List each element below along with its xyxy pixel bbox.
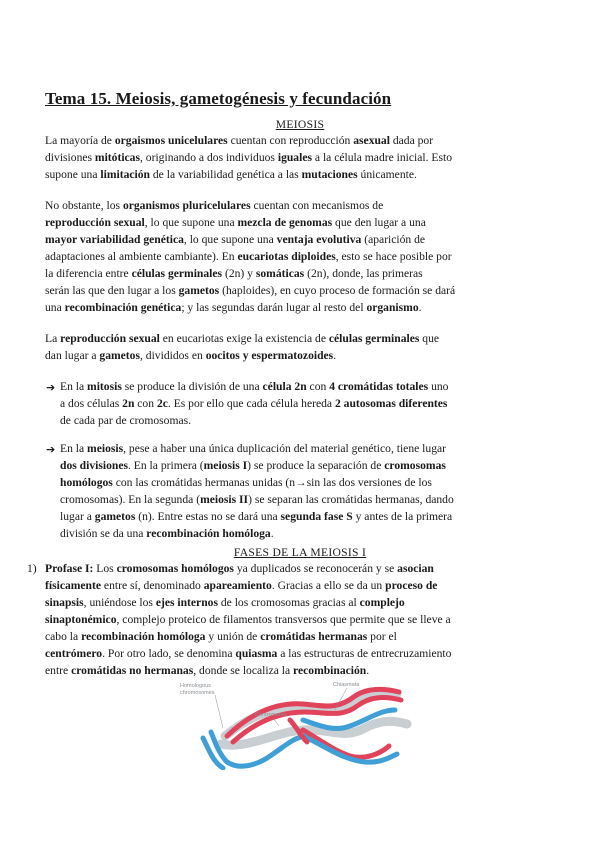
label-centromeres: Centromeres bbox=[255, 712, 287, 718]
bullet-2-line-3: homólogos con las cromátidas hermanas unidas (n→sin las dos versiones de los bbox=[60, 476, 432, 489]
paragraph-2-line-2: reproducción sexual, lo que supone una mezcla de genomas que den lugar a una bbox=[45, 216, 426, 229]
paragraph-2-line-4: adaptaciones al ambiente cambiante). En eucariotas diploides, esto se hace posible por bbox=[45, 250, 452, 263]
paragraph-3-line-1: La reproducción sexual en eucariotas exige la existencia de células germinales que bbox=[45, 332, 440, 345]
bullet-1-line-3: de cada par de cromosomas. bbox=[60, 414, 192, 427]
page-title: Tema 15. Meiosis, gametogénesis y fecundación bbox=[45, 89, 392, 108]
bullet-1-line-1: En la mitosis se produce la división de una célula 2n con 4 cromátidas totales uno bbox=[60, 380, 449, 393]
label-chiasmata: Chiasmata bbox=[333, 682, 360, 688]
bullet-2-line-6: división se da una recombinación homóloga. bbox=[60, 527, 274, 540]
paragraph-2-line-1: No obstante, los organismos pluricelulares cuentan con mecanismos de bbox=[45, 199, 384, 212]
homologous-chromosomes-figure bbox=[175, 680, 415, 770]
bullet-2-line-5: lugar a gametos (n). Entre estas no se dará una segunda fase S y antes de la primera bbox=[60, 510, 453, 523]
label-homologous-line-1: Homologous bbox=[180, 683, 211, 689]
paragraph-2-line-6: serán las que den lugar a los gametos (haploides), en cuyo proceso de formación se dará bbox=[45, 284, 456, 297]
paragraph-1-line-3: supone una limitación de la variabilidad genética a las mutaciones únicamente. bbox=[45, 168, 417, 181]
bullet-arrow-icon: ➔ bbox=[46, 381, 56, 394]
bullet-arrow-icon: ➔ bbox=[46, 443, 56, 456]
paragraph-2-line-3: mayor variabilidad genética, lo que supone una ventaja evolutiva (aparición de bbox=[45, 233, 426, 246]
bullet-2-line-4: cromosomas). En la segunda (meiosis II) se separan las cromátidas hermanas, dando bbox=[60, 493, 454, 506]
bullet-1-line-2: a dos células 2n con 2c. Es por ello que cada célula hereda 2 autosomas diferentes bbox=[60, 397, 448, 410]
label-homologous-line-2: chromosomes bbox=[180, 690, 215, 696]
paragraph-1-line-2: divisiones mitóticas, originando a dos individuos iguales a la célula madre inicial. Esto bbox=[45, 151, 453, 164]
paragraph-3-line-2: dan lugar a gametos, divididos en oocitos y espermatozoides. bbox=[45, 349, 337, 362]
paragraph-2-line-5: la diferencia entre células germinales (2n) y somáticas (2n), donde, las primeras bbox=[45, 267, 423, 280]
item-1-line-6: centrómero. Por otro lado, se denomina quiasma a las estructuras de entrecruzamiento bbox=[45, 647, 452, 660]
blue-chromatids bbox=[203, 710, 397, 768]
item-1-line-4: sinaptonémico, complejo proteico de filamentos transversos que permite que se lleve a bbox=[45, 613, 451, 626]
bullet-2-line-1: En la meiosis, pese a haber una única duplicación del material genético, tiene lugar bbox=[60, 442, 446, 455]
section-heading-fases: FASES DE LA MEIOSIS I bbox=[233, 546, 367, 559]
item-1-line-2: físicamente entre sí, denominado apareamiento. Gracias a ello se da un proceso de bbox=[45, 579, 438, 592]
item-1-line-5: cabo la recombinación homóloga y unión de cromátidas hermanas por el bbox=[45, 630, 397, 643]
item-1-line-3: sinapsis, uniéndose los ejes internos de los cromosomas gracias al complejo bbox=[45, 596, 405, 609]
list-number: 1) bbox=[27, 562, 37, 575]
bullet-2-line-2: dos divisiones. En la primera (meiosis I) se produce la separación de cromosomas bbox=[60, 459, 446, 472]
paragraph-2-line-7: una recombinación genética; y las segundas darán lugar al resto del organismo. bbox=[45, 301, 422, 314]
section-heading-meiosis: MEIOSIS bbox=[275, 118, 325, 131]
paragraph-1-line-1: La mayoría de orgaismos unicelulares cuentan con reproducción asexual dada por bbox=[45, 134, 434, 147]
item-1-line-7: entre cromátidas no hermanas, donde se localiza la recombinación. bbox=[45, 664, 370, 677]
item-1-line-1: Profase I: Los cromosomas homólogos ya duplicados se reconocerán y se asocian bbox=[45, 562, 434, 575]
